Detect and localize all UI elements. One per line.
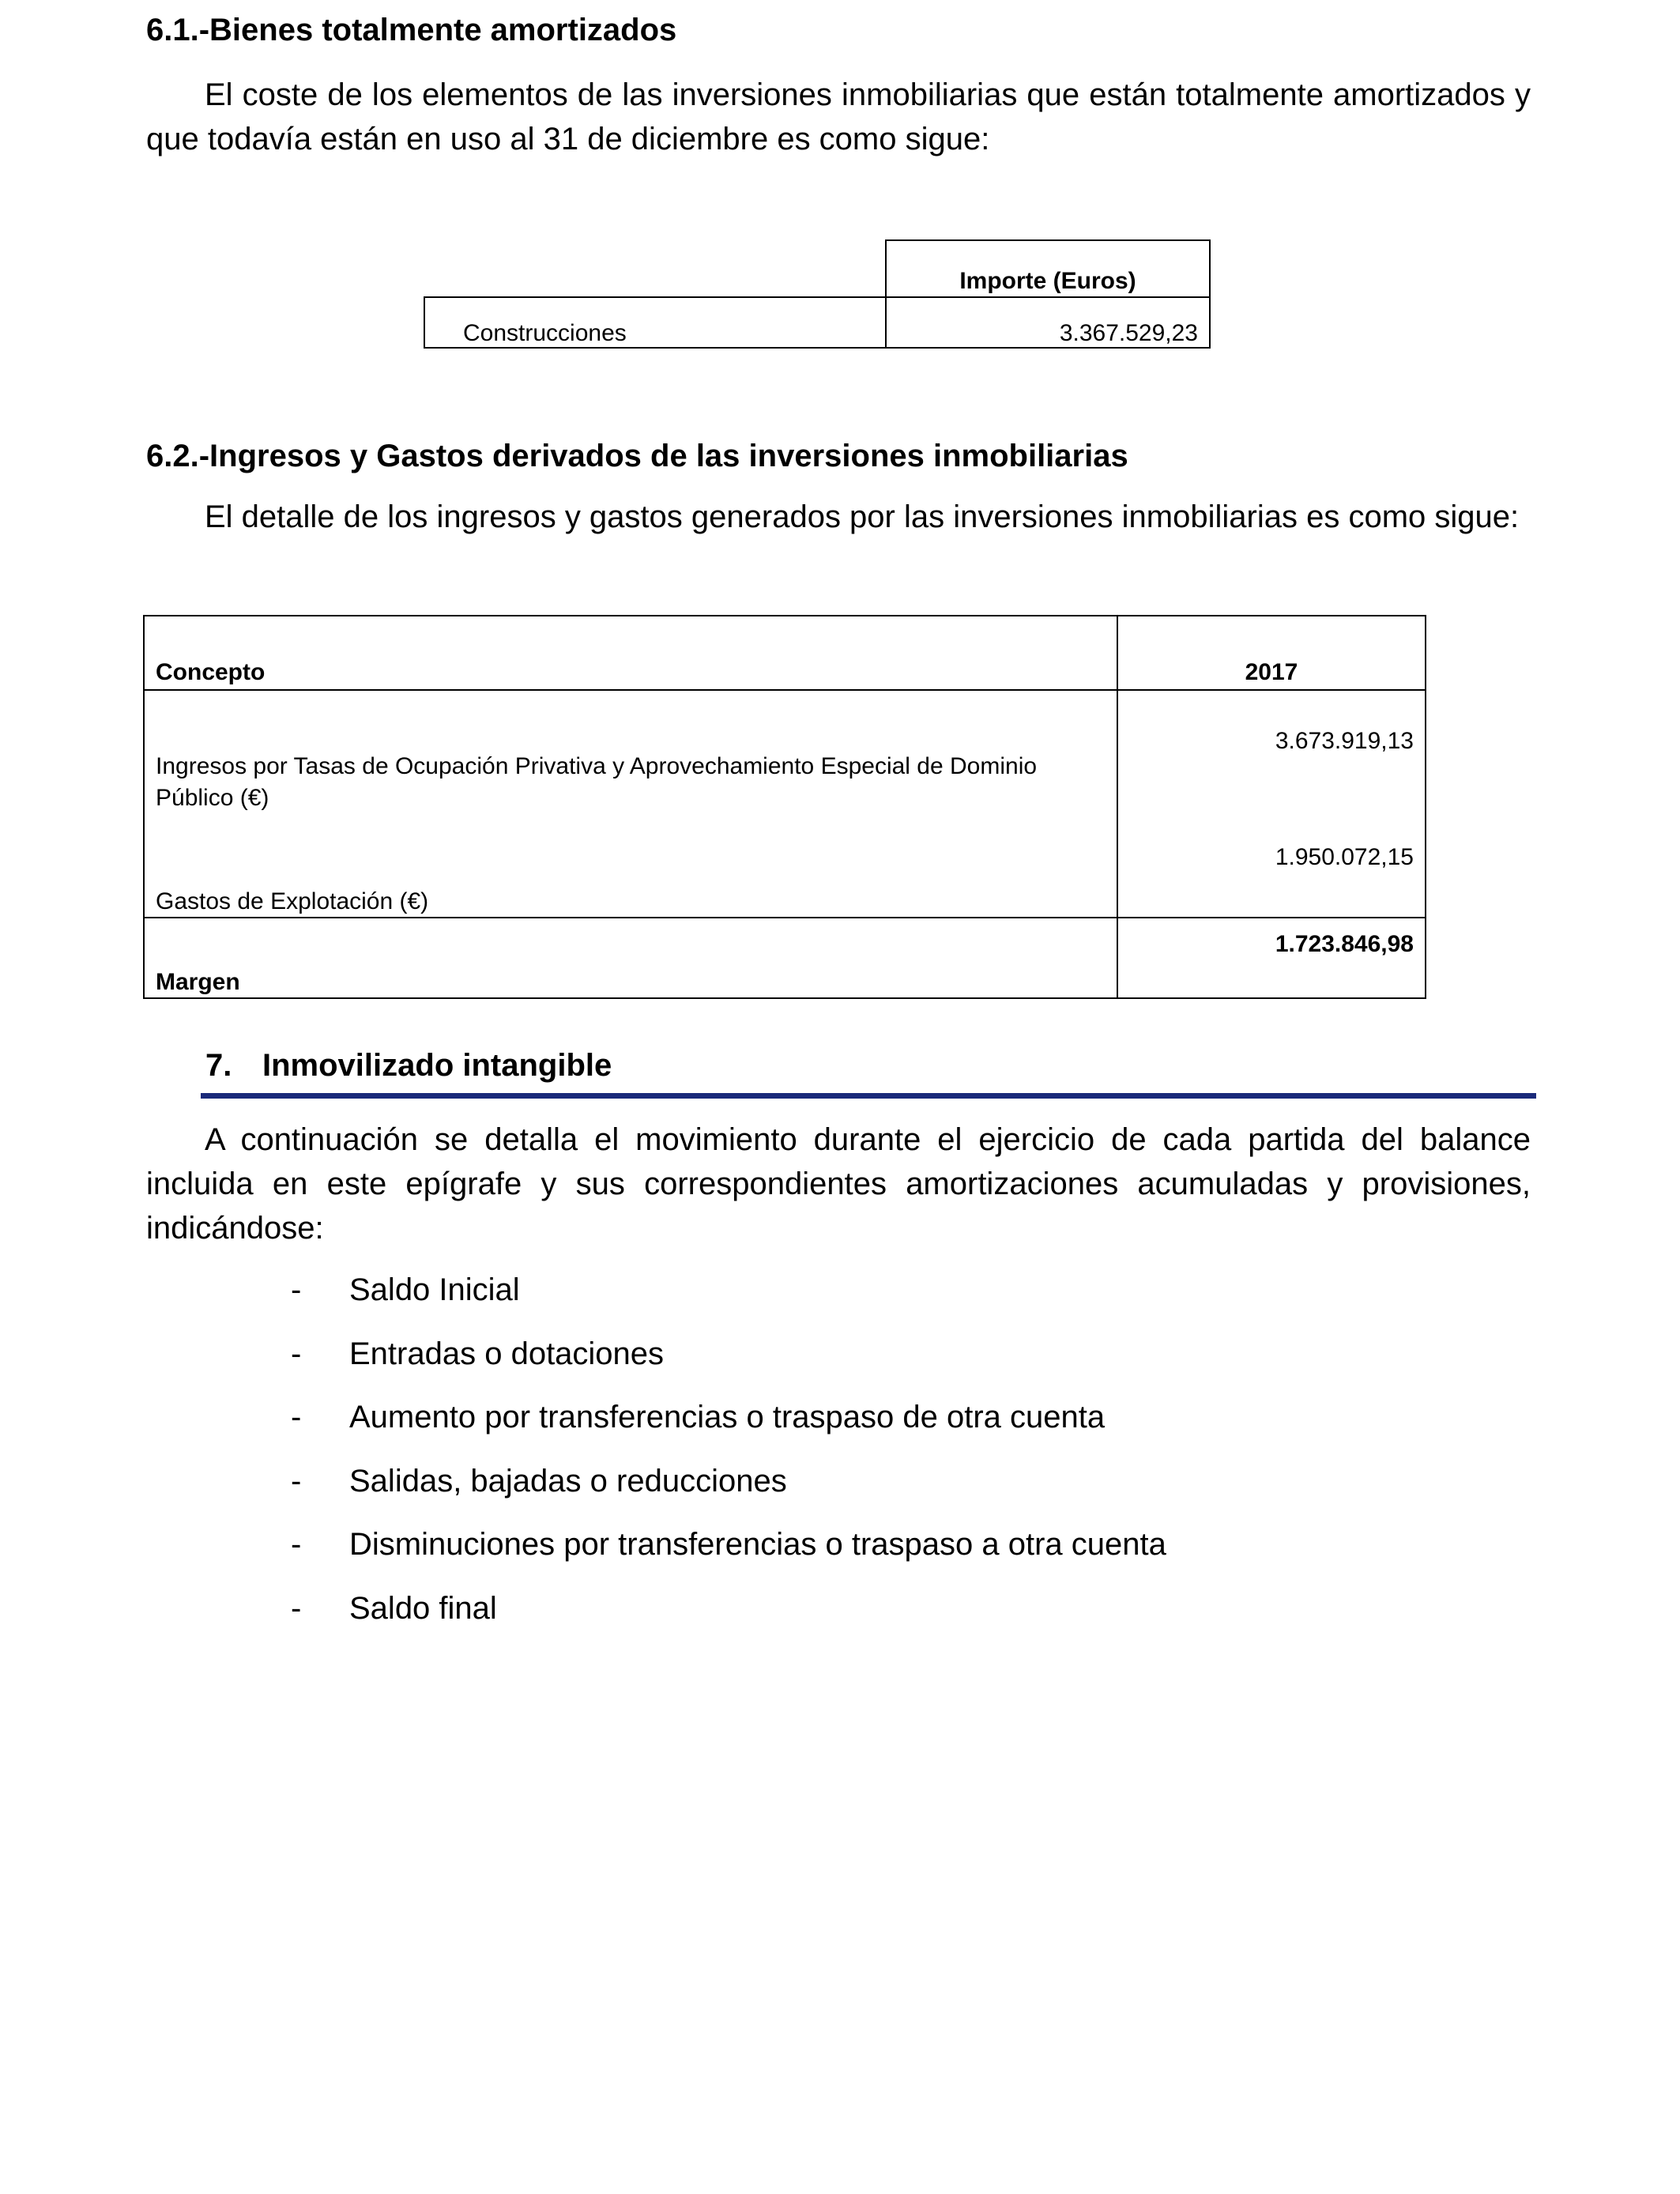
header-year: 2017 xyxy=(1117,616,1426,690)
list-item-text: Entradas o dotaciones xyxy=(349,1336,665,1371)
list-item-text: Salidas, bajadas o reducciones xyxy=(349,1463,787,1498)
table-row xyxy=(144,690,1426,814)
table-row xyxy=(144,918,1426,998)
table-header-importe: Importe (Euros) xyxy=(886,240,1210,297)
section-heading-6-2: 6.2.-Ingresos y Gastos derivados de las inversiones inmobiliarias xyxy=(146,439,1128,473)
table-header-row xyxy=(144,616,1426,690)
section-heading-6-1: 6.1.-Bienes totalmente amortizados xyxy=(146,13,677,47)
section-6-2-paragraph: El detalle de los ingresos y gastos generados por las inversiones inmobiliarias es como sigue: xyxy=(205,499,1520,534)
row-value-construcciones: 3.367.529,23 xyxy=(886,297,1210,348)
row-label-margen: Margen xyxy=(144,918,1117,998)
row-value-margen: 1.723.846,98 xyxy=(1117,918,1426,998)
bullet-dash: - xyxy=(291,1590,302,1626)
table-row xyxy=(144,814,1426,918)
bullet-dash: - xyxy=(291,1400,302,1435)
section-heading-7 xyxy=(205,1046,612,1084)
bullet-dash: - xyxy=(291,1272,302,1307)
bullet-dash: - xyxy=(291,1463,302,1498)
section-divider-rule xyxy=(201,1093,1536,1099)
row-label-gastos: Gastos de Explotación (€) xyxy=(144,814,1117,918)
row-label-construcciones: Construcciones xyxy=(424,297,886,348)
section-number: 7. xyxy=(205,1048,232,1083)
section-title: Inmovilizado intangible xyxy=(262,1048,612,1083)
amortized-assets-table xyxy=(424,239,1211,349)
section-7-paragraph: A continuación se detalla el movimiento durante el ejercicio de cada partida del balance incluida en este epígrafe y sus correspondientes amortizaciones acumuladas y provisiones, indicándose: xyxy=(146,1122,1531,1246)
list-item-text: Disminuciones por transferencias o traspaso a otra cuenta xyxy=(349,1527,1166,1563)
list-item-text: Saldo Inicial xyxy=(349,1272,520,1307)
list-item-text: Saldo final xyxy=(349,1590,497,1626)
list-item-text: Aumento por transferencias o traspaso de otra cuenta xyxy=(349,1400,1106,1435)
row-value-gastos: 1.950.072,15 xyxy=(1117,814,1426,918)
table-blank-cell xyxy=(424,240,886,297)
table-row xyxy=(424,297,1210,348)
header-concepto: Concepto xyxy=(144,616,1117,690)
income-expenses-table xyxy=(143,615,1426,999)
bullet-dash: - xyxy=(291,1336,302,1371)
section-6-1-paragraph: El coste de los elementos de las inversiones inmobiliarias que están totalmente amortizados y que todavía están en uso al 31 de diciembre es como sigue: xyxy=(146,77,1531,156)
row-label-ingresos: Ingresos por Tasas de Ocupación Privativa y Aprovechamiento Especial de Dominio Público (€) xyxy=(144,690,1117,814)
bullet-dash: - xyxy=(291,1527,302,1563)
row-value-ingresos: 3.673.919,13 xyxy=(1117,690,1426,814)
